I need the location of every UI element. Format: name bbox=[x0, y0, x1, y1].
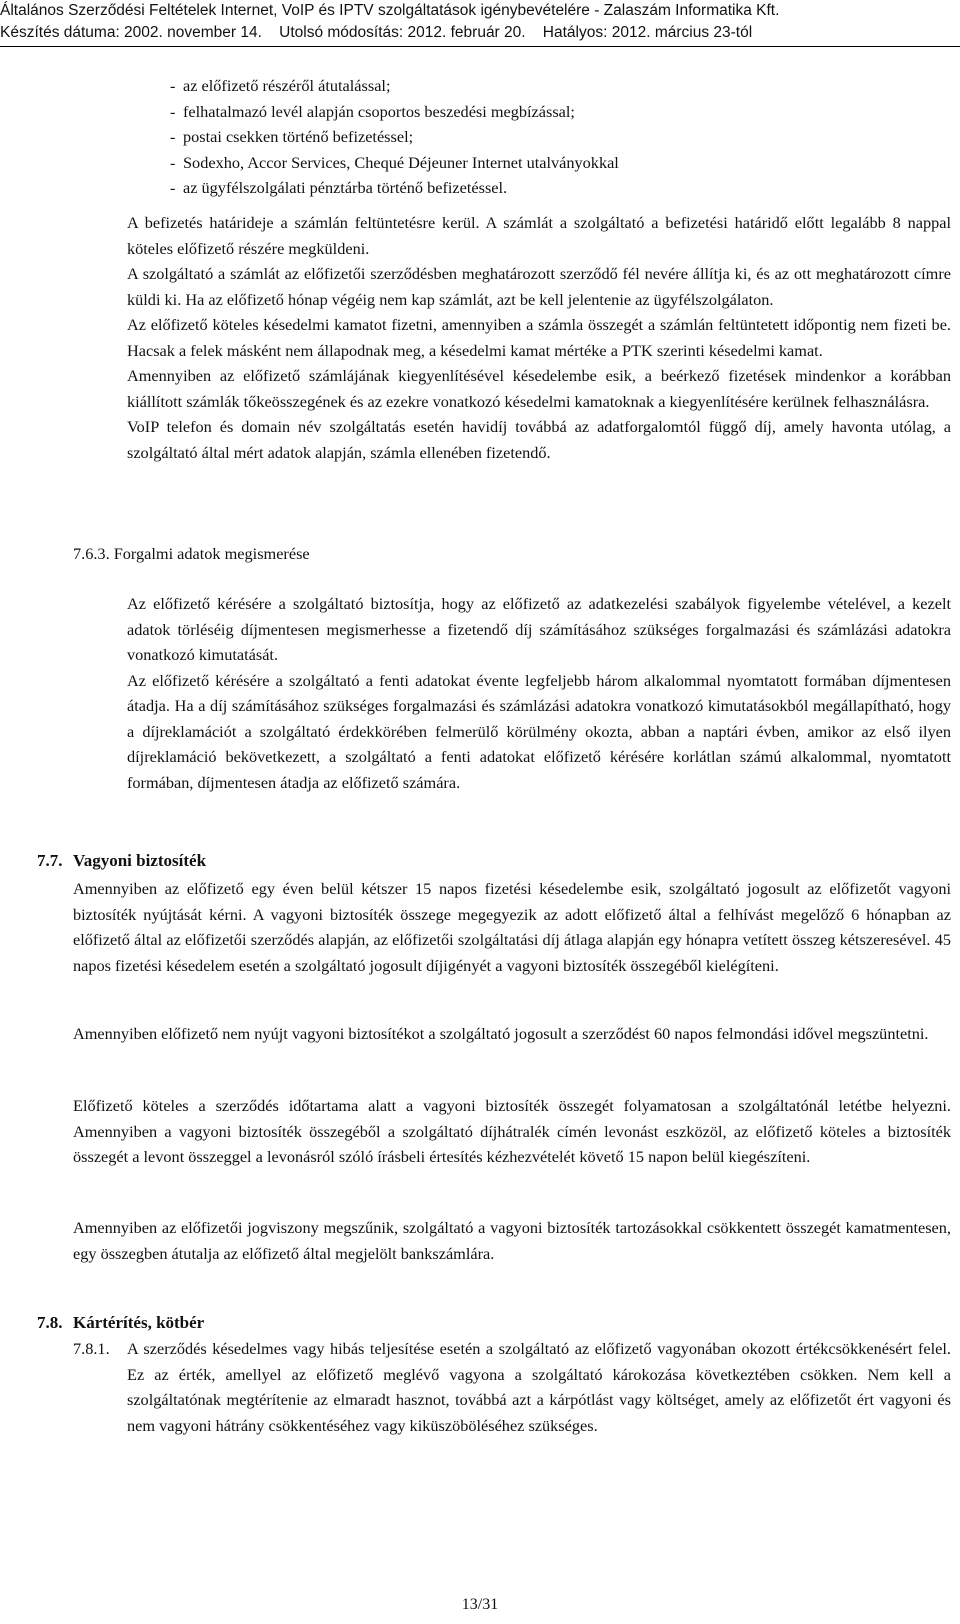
list-item: - Sodexho, Accor Services, Chequé Déjeuner Internet utalványokkal bbox=[170, 150, 950, 176]
list-item: - felhatalmazó levél alapján csoportos beszedési megbízással; bbox=[170, 99, 950, 125]
bullet-dash: - bbox=[170, 101, 176, 121]
list-item: - postai csekken történő befizetéssel; bbox=[170, 124, 950, 150]
section-title: Vagyoni biztosíték bbox=[73, 851, 207, 870]
subsection-number: 7.8.1. bbox=[73, 1339, 110, 1358]
header-dates: Készítés dátuma: 2002. november 14. Utolsó módosítás: 2012. február 20. Hatályos: 2012. március 23-tól bbox=[0, 24, 753, 41]
bullet-dash: - bbox=[170, 152, 176, 172]
list-item: - az előfizető részéről átutalással; bbox=[170, 73, 950, 99]
section-7-6-3-title: 7.6.3. Forgalmi adatok megismerése bbox=[73, 544, 310, 563]
page-number: 13/31 bbox=[461, 1596, 499, 1613]
subsection-7-8-1-text: A szerződés késedelmes vagy hibás teljesítése esetén a szolgáltató az előfizető vagyonában okozott értékcsökkenésért felel. Ez az érték, amellyel az előfizető meglévő vagyona a szolgáltató károkozása következtében csökken. Nem kell a szolgáltatónak megtérítenie az elmaradt hasznot, továbbá azt a kárpótlást vagy költséget, amely az előfizetőt ért vagyoni és nem vagyoni hátrány csökkentéséhez vagy kiküszöböléséhez szükséges. bbox=[127, 1339, 951, 1435]
section-7-7-para-3: Előfizető köteles a szerződés időtartama alatt a vagyoni biztosíték összegét folyamatosan a szolgáltatónál letétbe helyezni. Amennyiben a vagyoni biztosíték összegéből a szolgáltató díjhátralék címén levonást eszközöl, az előfizető köteles a biztosíték összegét a levont összeggel a levonásról szóló írásbeli értesítés kézhezvételét követő 15 napon belül kiegészíteni. bbox=[73, 1096, 951, 1166]
section-number: 7.7. bbox=[37, 851, 63, 870]
header-title: Általános Szerződési Feltételek Internet, VoIP és IPTV szolgáltatások igénybevételére - Zalaszám Informatika Kft. bbox=[0, 2, 780, 19]
list-item: - az ügyfélszolgálati pénztárba történő befizetéssel. bbox=[170, 175, 950, 201]
section-7-6-3-body bbox=[127, 591, 951, 795]
paragraph: Az előfizető köteles késedelmi kamatot fizetni, amennyiben a számla összegét a számlán feltüntetett időpontig nem fizeti be. Hacsak a felek másként nem állapodnak meg, a késedelmi kamat mértéke a PTK szerinti késedelmi kamat. bbox=[127, 315, 951, 360]
payment-paragraphs bbox=[127, 210, 951, 465]
section-7-7-para-4: Amennyiben az előfizetői jogviszony megszűnik, szolgáltató a vagyoni biztosíték tartozásokkal csökkentett összegét kamatmentesen, egy összegben átutalja az előfizető által megjelölt bankszámlára. bbox=[73, 1218, 951, 1263]
section-7-7-para-2: Amennyiben előfizető nem nyújt vagyoni biztosítékot a szolgáltató jogosult a szerződést 60 napos felmondási idővel megszüntetni. bbox=[73, 1024, 929, 1043]
paragraph: A befizetés határideje a számlán feltüntetésre kerül. A számlát a szolgáltató a befizetési határidő előtt legalább 8 nappal köteles előfizető részére megküldeni. bbox=[127, 213, 951, 258]
paragraph: A szolgáltató a számlát az előfizetői szerződésben meghatározott szerződő fél nevére állítja ki, és az ott meghatározott címre küldi ki. Ha az előfizető hónap végéig nem kap számlát, azt be kell jelentenie az ügyfélszolgálaton. bbox=[127, 264, 951, 309]
section-7-7-heading bbox=[37, 848, 206, 874]
bullet-dash: - bbox=[170, 127, 176, 146]
bullet-dash: - bbox=[170, 76, 176, 95]
payment-methods-list bbox=[170, 73, 950, 201]
paragraph: Az előfizető kérésére a szolgáltató a fenti adatokat évente legfeljebb három alkalommal nyomtatott formában díjmentesen átadja. Ha a díj számításához szükséges forgalmazási és számlázási adatokra vonatkozó kimutatásokból megállapítható, hogy a díjreklamációt a szolgáltató érdekkörében felmerülő körülmény okozta, abban a naptári évben, amikor az első ilyen díjreklamáció bekövetkezett, a szolgáltató a fenti adatokat előfizető kérésére korlátlan számú alkalommal, nyomtatott formában, díjmentesen átadja az előfizető számára. bbox=[127, 670, 951, 792]
section-number: 7.8. bbox=[37, 1313, 63, 1332]
document-header bbox=[0, 0, 960, 47]
section-7-7-para-1: Amennyiben az előfizető egy éven belül kétszer 15 napos fizetési késedelembe esik, szolgáltató jogosult az előfizetőt vagyoni biztosíték nyújtását kérni. A vagyoni biztosíték összege megegyezik az adott előfizető által a felhívást megelőző 6 hónapban az előfizető által az előfizetői szerződés alapján, az előfizetői szolgáltatási díj átlaga alapján egy hónapra vetített összeg kétszeresével. 45 napos fizetési késedelem esetén a szolgáltató jogosult díjigényét a vagyoni biztosíték összegéből kielégíteni. bbox=[73, 879, 951, 975]
section-title: Kártérítés, kötbér bbox=[73, 1313, 205, 1332]
paragraph: VoIP telefon és domain név szolgáltatás esetén havidíj továbbá az adatforgalomtól függő díj, amely havonta utólag, a szolgáltató által mért adatok alapján, számla ellenében fizetendő. bbox=[127, 417, 951, 462]
section-7-8-heading bbox=[37, 1310, 204, 1336]
paragraph: Amennyiben az előfizető számlájának kiegyenlítésével késedelembe esik, a beérkező fizetések mindenkor a korábban kiállított számlák tőkeösszegének és az ezekre vonatkozó késedelmi kamatoknak a kiegyenlítésére kerülnek felhasználásra. bbox=[127, 366, 951, 411]
bullet-dash: - bbox=[170, 178, 176, 197]
paragraph: Az előfizető kérésére a szolgáltató biztosítja, hogy az előfizető az adatkezelési szabályok figyelembe vételével, a kezelt adatok törléséig díjmentesen megismerhesse a fizetendő díj számításához szükséges forgalmazási és számlázási adatokra vonatkozó kimutatását. bbox=[127, 594, 951, 664]
